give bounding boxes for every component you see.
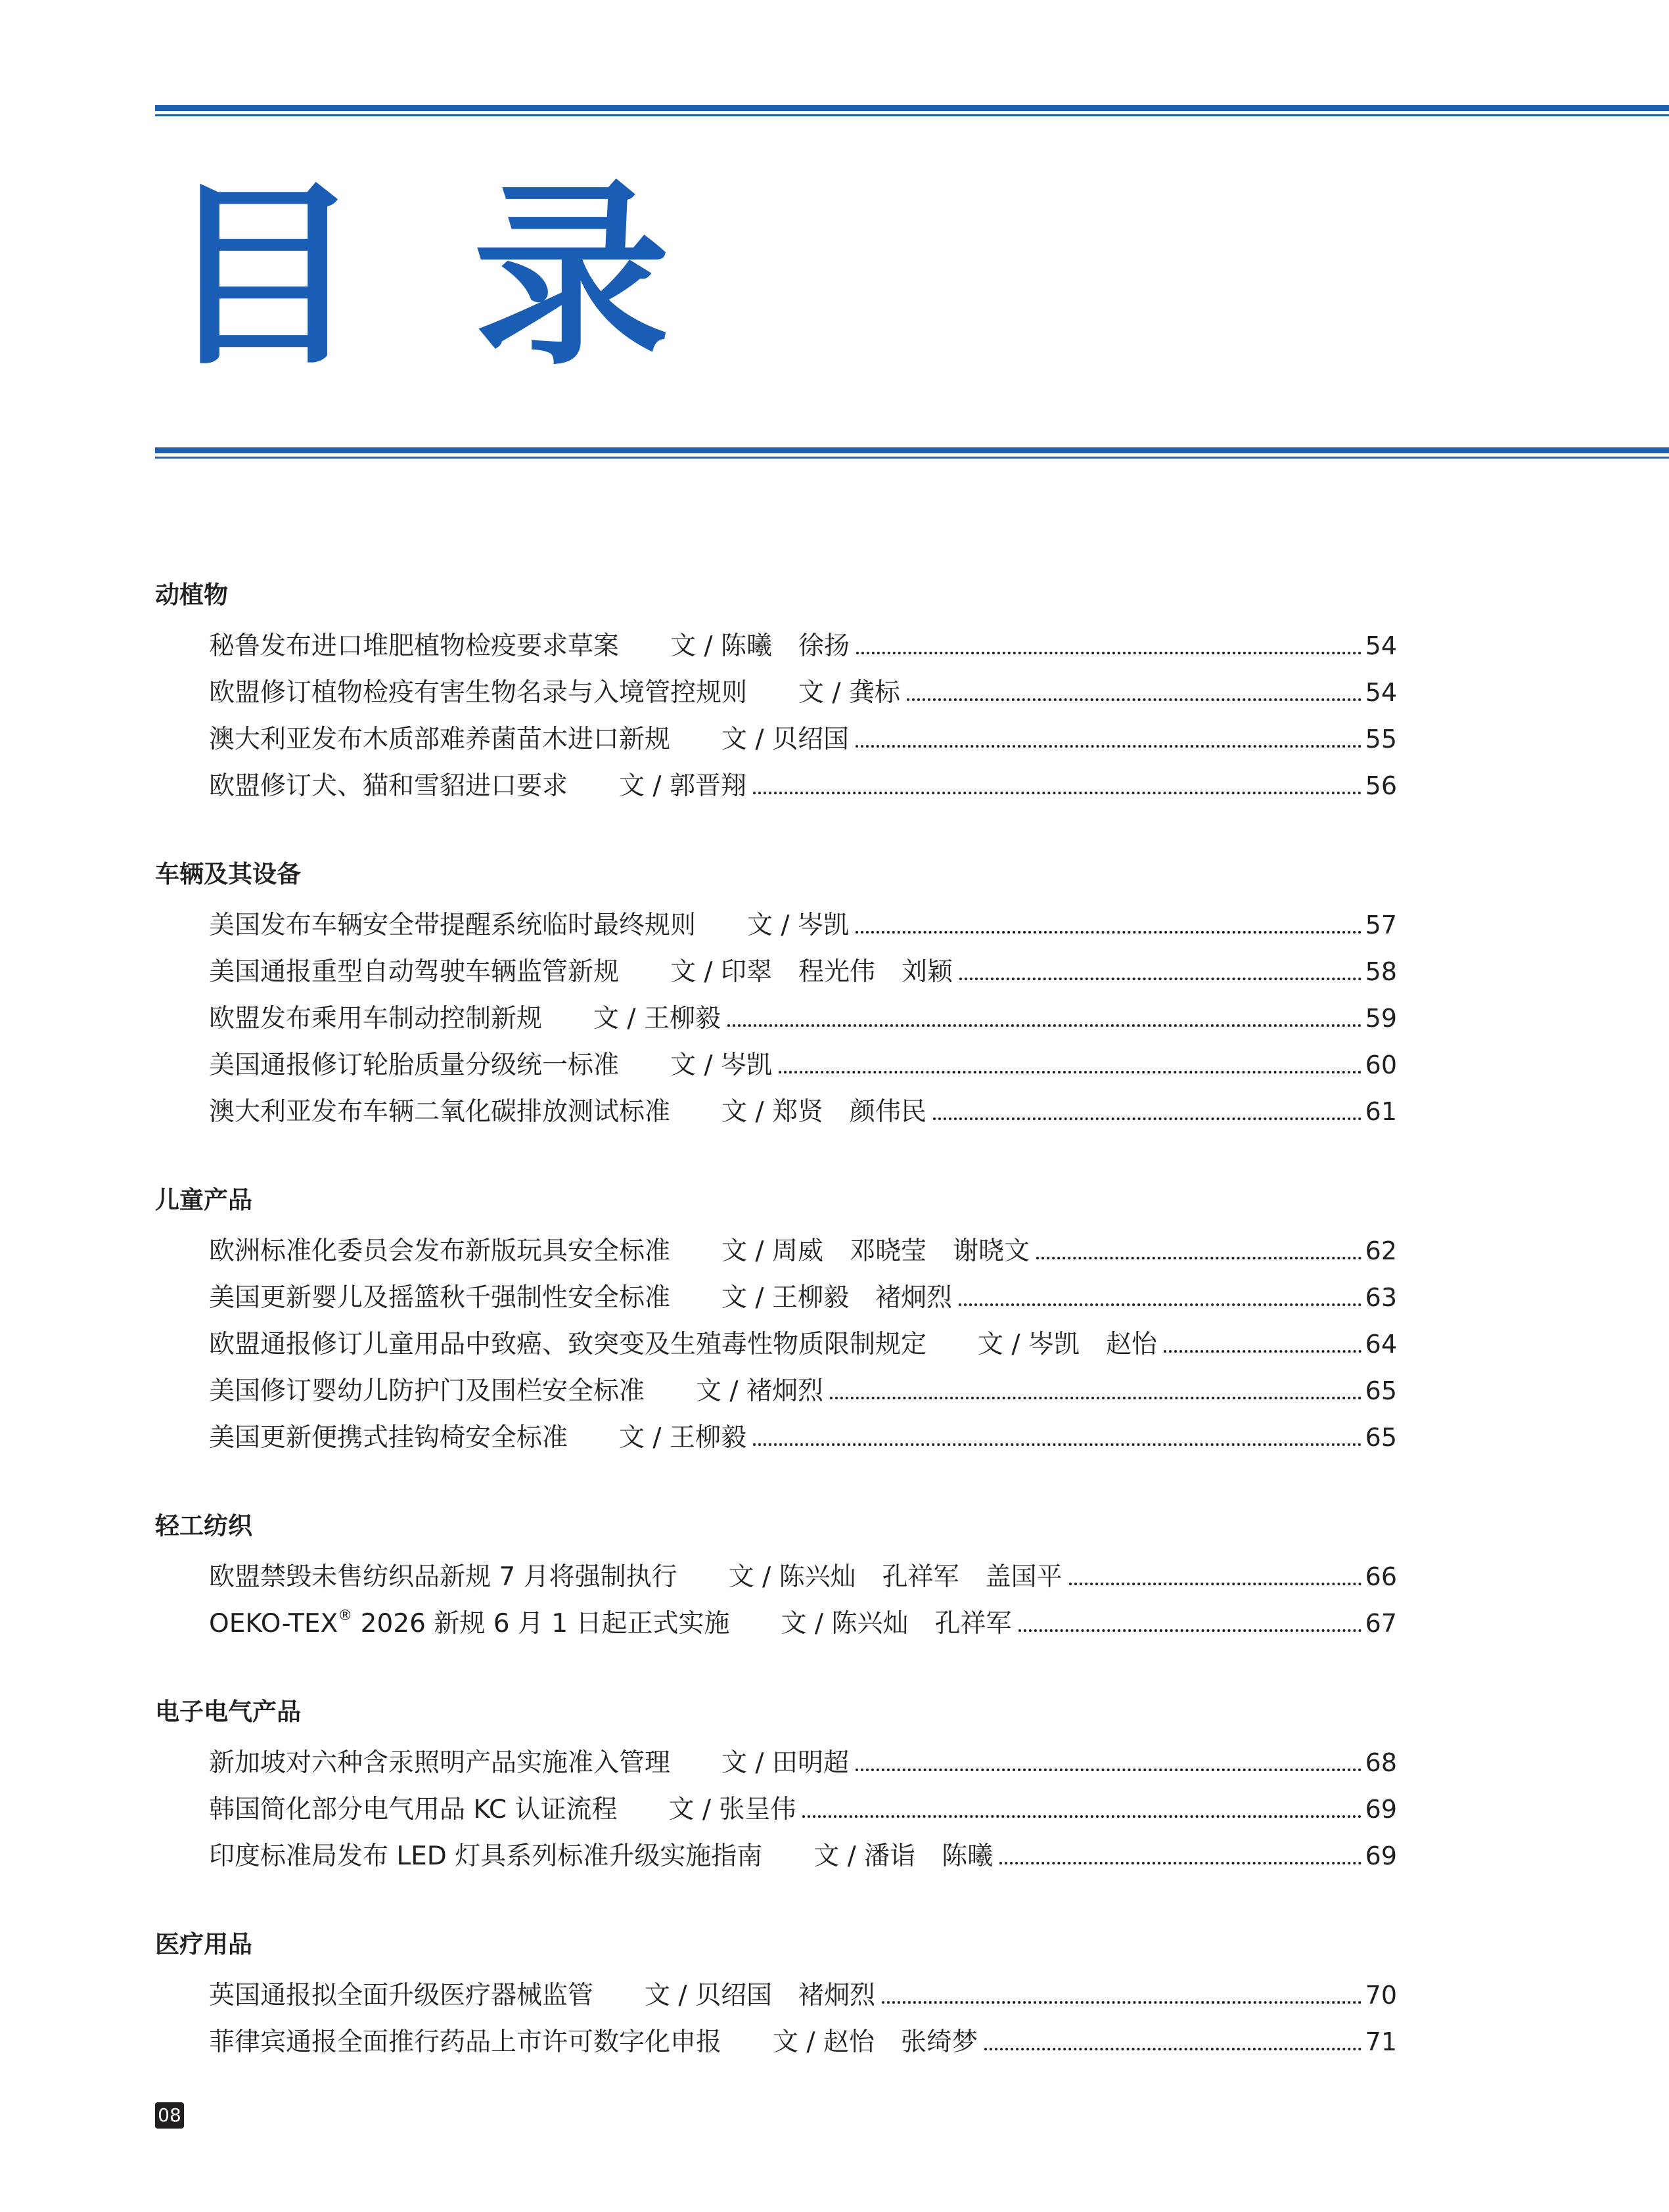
page-title: [164, 162, 670, 392]
dot-leader: [1036, 1257, 1361, 1259]
dot-leader: [1164, 1350, 1361, 1353]
title-divider: [155, 447, 1669, 459]
entry-title: 秘鲁发布进口堆肥植物检疫要求草案: [209, 631, 620, 661]
dot-leader: [933, 1117, 1361, 1120]
toc-entry[interactable]: [155, 1275, 1397, 1321]
entry-author: 文 / 田明超: [721, 1748, 849, 1778]
entry-title: 欧盟修订犬、猫和雪貂进口要求: [209, 771, 568, 801]
entry-page-number: 71: [1365, 2027, 1397, 2056]
entry-title: 欧盟禁毁未售纺织品新规 7 月将强制执行: [209, 1562, 677, 1592]
entry-author: 文 / 岑凯: [747, 911, 849, 940]
entry-page-number: 65: [1365, 1423, 1397, 1452]
page-title-char-2: 录: [473, 162, 670, 392]
toc-entry[interactable]: [155, 763, 1397, 809]
entry-title: 美国通报修订轮胎质量分级统一标准: [209, 1050, 620, 1080]
toc-entry[interactable]: [155, 1414, 1397, 1461]
entry-author: 文 / 王柳毅: [593, 1004, 721, 1033]
dot-leader: [1069, 1583, 1361, 1585]
toc-entry[interactable]: [155, 995, 1397, 1042]
entry-title: 欧盟修订植物检疫有害生物名录与入境管控规则: [209, 678, 748, 708]
entry-page-number: 60: [1365, 1050, 1397, 1079]
toc-section-light-textile: [155, 1509, 1397, 1647]
dot-leader: [779, 1071, 1361, 1073]
entry-author: 文 / 印翠 程光伟 刘颖: [670, 957, 953, 987]
dot-leader: [753, 792, 1361, 794]
entry-author: 文 / 赵怡 张绮梦: [773, 2027, 978, 2057]
toc-entry[interactable]: [155, 716, 1397, 763]
entry-author: 文 / 贝绍国 褚炯烈: [645, 1981, 875, 2010]
entry-title: 菲律宾通报全面推行药品上市许可数字化申报: [209, 2027, 722, 2057]
entry-author: 文 / 郑贤 颜伟民: [721, 1097, 926, 1127]
dot-leader: [1018, 1629, 1361, 1632]
entry-title: 欧洲标准化委员会发布新版玩具安全标准: [209, 1236, 671, 1266]
section-title: 医疗用品: [155, 1930, 252, 1958]
toc-entry[interactable]: [155, 1554, 1397, 1600]
entry-author: 文 / 贝绍国: [721, 725, 849, 754]
dot-leader: [984, 2048, 1361, 2050]
entry-page-number: 64: [1365, 1330, 1397, 1359]
entry-author: 文 / 潘诣 陈曦: [813, 1841, 994, 1871]
entry-author: 文 / 周威 邓晓莹 谢晓文: [721, 1236, 1030, 1266]
entry-title: 美国更新婴儿及摇篮秋千强制性安全标准: [209, 1283, 671, 1313]
entry-author: 文 / 褚炯烈: [696, 1376, 823, 1406]
entry-page-number: 59: [1365, 1004, 1397, 1033]
dot-leader: [959, 1303, 1361, 1306]
entry-author: 文 / 岑凯 赵怡: [978, 1330, 1157, 1359]
entry-title: 美国修订婴幼儿防护门及围栏安全标准: [209, 1376, 645, 1406]
entry-author: 文 / 张呈伟: [668, 1795, 796, 1824]
dot-leader: [727, 1024, 1361, 1027]
entry-title: 欧盟通报修订儿童用品中致癌、致突变及生殖毒性物质限制规定: [209, 1330, 927, 1359]
toc-entry[interactable]: [155, 1786, 1397, 1833]
toc-section-electronics: [155, 1695, 1397, 1880]
toc-entry[interactable]: [155, 669, 1397, 716]
section-title: 电子电气产品: [155, 1698, 301, 1726]
toc-entry[interactable]: [155, 1228, 1397, 1275]
entry-title: 澳大利亚发布车辆二氧化碳排放测试标准: [209, 1097, 671, 1127]
toc-entry[interactable]: [155, 1600, 1397, 1647]
toc-section-children-products: [155, 1183, 1397, 1461]
entry-author: 文 / 陈兴灿 孔祥军: [781, 1609, 1012, 1638]
entry-title: 英国通报拟全面升级医疗器械监管: [209, 1981, 594, 2010]
dot-leader: [802, 1815, 1361, 1818]
dot-leader: [959, 978, 1361, 980]
dot-leader: [856, 652, 1361, 654]
entry-title: 印度标准局发布 LED 灯具系列标准升级实施指南: [209, 1841, 763, 1871]
dot-leader: [999, 1862, 1361, 1864]
entry-page-number: 57: [1365, 911, 1397, 939]
entry-page-number: 66: [1365, 1562, 1397, 1591]
dot-leader: [753, 1443, 1361, 1446]
entry-page-number: 65: [1365, 1376, 1397, 1405]
entry-author: 文 / 王柳毅 褚炯烈: [721, 1283, 952, 1313]
entry-author: 文 / 岑凯: [670, 1050, 772, 1080]
entry-page-number: 61: [1365, 1097, 1397, 1126]
entry-author: 文 / 龚标: [798, 678, 900, 708]
entry-author: 文 / 陈兴灿 孔祥军 盖国平: [728, 1562, 1063, 1592]
dot-leader: [882, 2001, 1361, 2004]
dot-leader: [830, 1397, 1361, 1399]
toc-entry[interactable]: [155, 1042, 1397, 1089]
entry-title: 美国通报重型自动驾驶车辆监管新规: [209, 957, 620, 987]
entry-title: OEKO-TEX® 2026 新规 6 月 1 日起正式实施: [209, 1608, 730, 1638]
entry-page-number: 70: [1365, 1981, 1397, 2010]
page-number-badge: 08: [155, 2102, 184, 2129]
toc-entry[interactable]: [155, 1972, 1397, 2019]
entry-page-number: 62: [1365, 1236, 1397, 1265]
entry-title: 欧盟发布乘用车制动控制新规: [209, 1004, 543, 1033]
toc-entry[interactable]: [155, 1740, 1397, 1786]
entry-page-number: 54: [1365, 678, 1397, 707]
entry-page-number: 69: [1365, 1795, 1397, 1824]
toc-section-animals-plants: [155, 578, 1397, 809]
toc-section-vehicles: [155, 857, 1397, 1135]
section-title: 车辆及其设备: [155, 860, 301, 888]
entry-author: 文 / 郭晋翔: [619, 771, 746, 801]
section-title: 儿童产品: [155, 1186, 252, 1214]
entry-title: 澳大利亚发布木质部难养菌苗木进口新规: [209, 725, 671, 754]
section-title: 动植物: [155, 581, 228, 609]
dot-leader: [907, 698, 1361, 701]
toc-entry[interactable]: [155, 2019, 1397, 2065]
toc-entry[interactable]: [155, 902, 1397, 949]
dot-leader: [856, 931, 1361, 934]
entry-author: 文 / 王柳毅: [619, 1423, 746, 1453]
entry-page-number: 58: [1365, 957, 1397, 986]
dot-leader: [856, 1769, 1361, 1771]
section-title: 轻工纺织: [155, 1512, 252, 1540]
top-divider: [155, 105, 1669, 116]
entry-page-number: 55: [1365, 725, 1397, 754]
toc-entry[interactable]: [155, 1833, 1397, 1880]
toc-entry[interactable]: [155, 1368, 1397, 1414]
entry-title: 美国发布车辆安全带提醒系统临时最终规则: [209, 911, 697, 940]
entry-page-number: 67: [1365, 1609, 1397, 1638]
entry-title: 新加坡对六种含汞照明产品实施准入管理: [209, 1748, 671, 1778]
entry-page-number: 56: [1365, 771, 1397, 800]
dot-leader: [856, 745, 1361, 748]
entry-title: 韩国简化部分电气用品 KC 认证流程: [209, 1795, 618, 1824]
table-of-contents: [155, 578, 1397, 2113]
toc-entry[interactable]: [155, 1089, 1397, 1135]
entry-page-number: 69: [1365, 1841, 1397, 1870]
entry-author: 文 / 陈曦 徐扬: [670, 631, 850, 661]
toc-entry[interactable]: [155, 949, 1397, 995]
entry-title: 美国更新便携式挂钩椅安全标准: [209, 1423, 568, 1453]
toc-section-medical: [155, 1928, 1397, 2065]
toc-entry[interactable]: [155, 1321, 1397, 1368]
page-title-char-1: 目: [164, 162, 361, 392]
toc-entry[interactable]: [155, 623, 1397, 669]
entry-page-number: 63: [1365, 1283, 1397, 1312]
entry-page-number: 68: [1365, 1748, 1397, 1777]
entry-page-number: 54: [1365, 631, 1397, 660]
